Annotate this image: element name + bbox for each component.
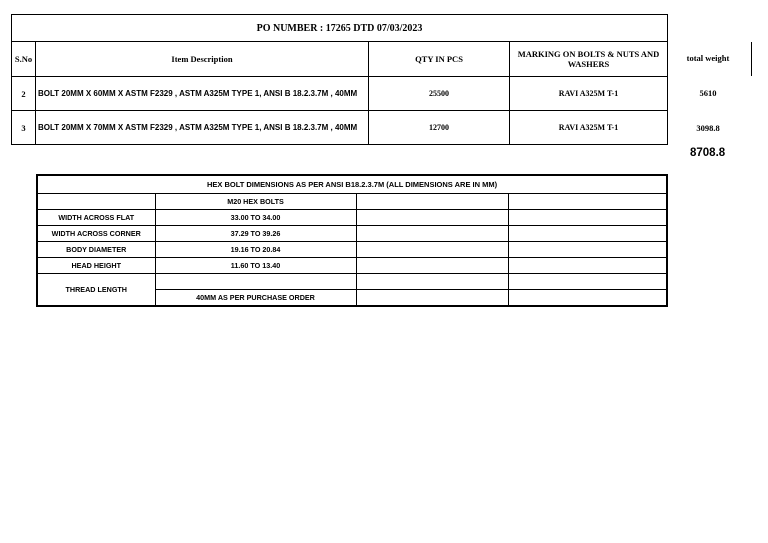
dimension-value: 11.60 TO 13.40 xyxy=(155,258,356,274)
dimension-value: 33.00 TO 34.00 xyxy=(155,210,356,226)
table-row xyxy=(12,77,668,111)
table-row xyxy=(37,258,667,274)
row-sno: 2 xyxy=(12,77,36,111)
empty-cell xyxy=(356,242,508,258)
empty-cell xyxy=(508,194,667,210)
total-weight-value: 8708.8 xyxy=(690,147,726,159)
empty-cell xyxy=(508,242,667,258)
empty-cell xyxy=(356,194,508,210)
empty-cell xyxy=(508,258,667,274)
row-qty: 12700 xyxy=(369,111,510,145)
empty-cell xyxy=(508,290,667,307)
dimension-label: WIDTH ACROSS CORNER xyxy=(37,226,155,242)
qty-header: QTY IN PCS xyxy=(369,42,510,77)
table-row xyxy=(37,210,667,226)
empty-cell xyxy=(356,210,508,226)
dimension-label: BODY DIAMETER xyxy=(37,242,155,258)
hex-bolt-dimensions-table xyxy=(36,174,668,307)
row-description: BOLT 20MM X 60MM X ASTM F2329 , ASTM A325M TYPE 1, ANSI B 18.2.3.7M , 40MM xyxy=(36,77,369,111)
empty-cell xyxy=(155,274,356,290)
dimension-label: WIDTH ACROSS FLAT xyxy=(37,210,155,226)
total-weight-header: total weight xyxy=(686,53,730,63)
marking-header: MARKING ON BOLTS & NUTS AND WASHERS xyxy=(510,42,668,77)
empty-cell xyxy=(508,274,667,290)
row-marking: RAVI A325M T-1 xyxy=(510,111,668,145)
sno-header: S.No xyxy=(12,42,36,77)
empty-cell xyxy=(356,226,508,242)
empty-cell xyxy=(508,210,667,226)
thread-length-value: 40MM AS PER PURCHASE ORDER xyxy=(155,290,356,307)
empty-cell xyxy=(356,274,508,290)
dimension-value: 19.16 TO 20.84 xyxy=(155,242,356,258)
empty-cell xyxy=(356,258,508,274)
divider-line xyxy=(751,42,752,76)
row-description: BOLT 20MM X 70MM X ASTM F2329 , ASTM A325M TYPE 1, ANSI B 18.2.3.7M , 40MM xyxy=(36,111,369,145)
po-number-title: PO NUMBER : 17265 DTD 07/03/2023 xyxy=(12,15,668,42)
row-weight: 3098.8 xyxy=(696,123,720,133)
row-weight: 5610 xyxy=(699,88,717,98)
table-row xyxy=(12,111,668,145)
table-row xyxy=(37,274,667,290)
dimension-label: HEAD HEIGHT xyxy=(37,258,155,274)
row-qty: 25500 xyxy=(369,77,510,111)
table-row xyxy=(37,226,667,242)
dimensions-title: HEX BOLT DIMENSIONS AS PER ANSI B18.2.3.7M (ALL DIMENSIONS ARE IN MM) xyxy=(37,175,667,194)
empty-cell xyxy=(356,290,508,307)
item-description-header: Item Description xyxy=(36,42,369,77)
po-table xyxy=(11,14,668,145)
thread-length-label: THREAD LENGTH xyxy=(37,274,155,307)
table-row xyxy=(37,242,667,258)
empty-cell xyxy=(37,194,155,210)
row-marking: RAVI A325M T-1 xyxy=(510,77,668,111)
dimension-value: 37.29 TO 39.26 xyxy=(155,226,356,242)
m20-column-header: M20 HEX BOLTS xyxy=(155,194,356,210)
row-sno: 3 xyxy=(12,111,36,145)
empty-cell xyxy=(508,226,667,242)
